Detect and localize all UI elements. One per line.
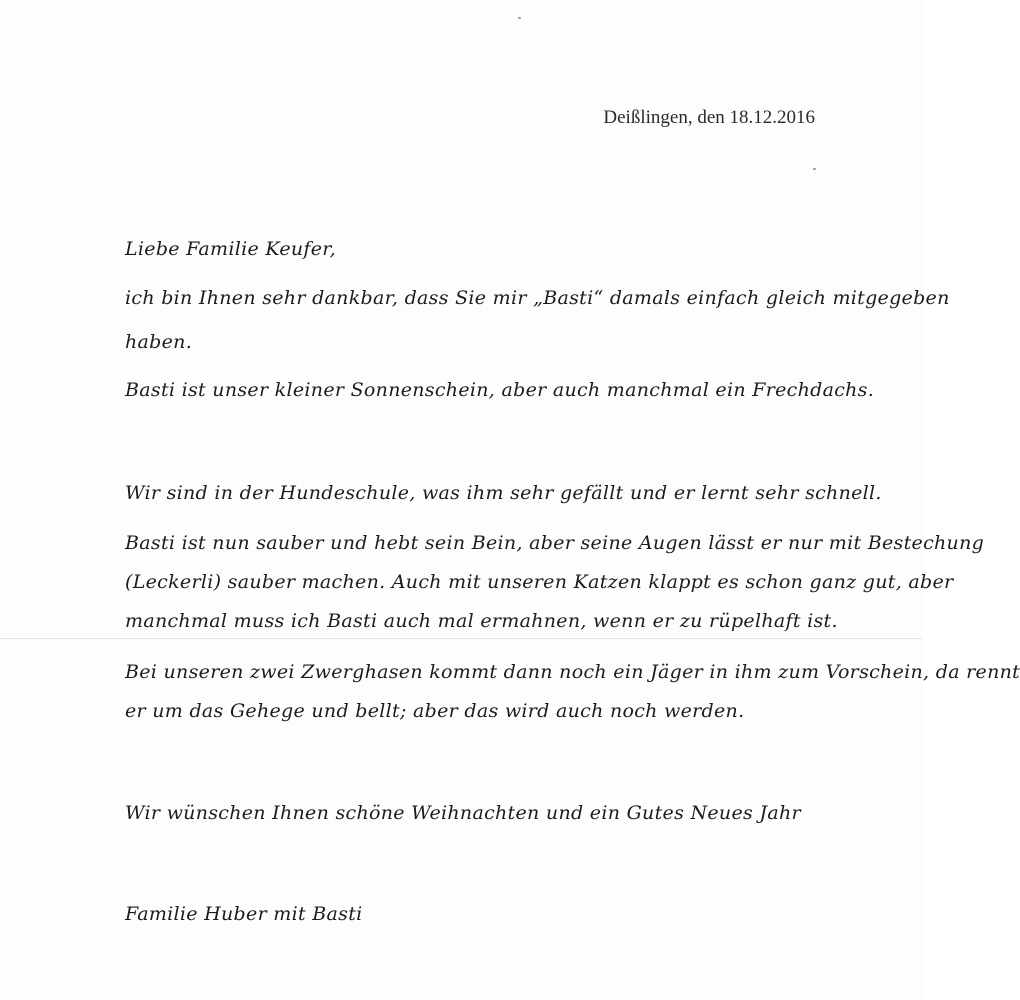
letter-line: manchmal muss ich Basti auch mal ermahnen, wenn er zu rüpelhaft ist. <box>125 610 838 632</box>
letter-line: Wir sind in der Hundeschule, was ihm sehr gefällt und er lernt sehr schnell. <box>125 482 882 504</box>
letter-line: Basti ist nun sauber und hebt sein Bein, aber seine Augen lässt er nur mit Bestechung <box>125 532 985 554</box>
paper-speck <box>813 168 816 170</box>
paper-speck <box>518 17 521 19</box>
letter-closing: Wir wünschen Ihnen schöne Weihnachten und ein Gutes Neues Jahr <box>125 802 801 824</box>
letter-line: er um das Gehege und bellt; aber das wird auch noch werden. <box>125 700 745 722</box>
paper-fold-line <box>0 638 923 639</box>
letter-line: (Leckerli) sauber machen. Auch mit unseren Katzen klappt es schon ganz gut, aber <box>125 571 954 593</box>
letter-line: Basti ist unser kleiner Sonnenschein, aber auch manchmal ein Frechdachs. <box>125 379 875 401</box>
letter-line: haben. <box>125 331 193 353</box>
letter-line: Bei unseren zwei Zwerghasen kommt dann noch ein Jäger in ihm zum Vorschein, da rennt <box>125 661 1020 683</box>
letter-salutation: Liebe Familie Keufer, <box>125 238 336 260</box>
letter-signature: Familie Huber mit Basti <box>125 903 363 925</box>
letter-line: ich bin Ihnen sehr dankbar, dass Sie mir „Basti“ damals einfach gleich mitgegeben <box>125 287 950 309</box>
letter-date: Deißlingen, den 18.12.2016 <box>603 107 815 128</box>
